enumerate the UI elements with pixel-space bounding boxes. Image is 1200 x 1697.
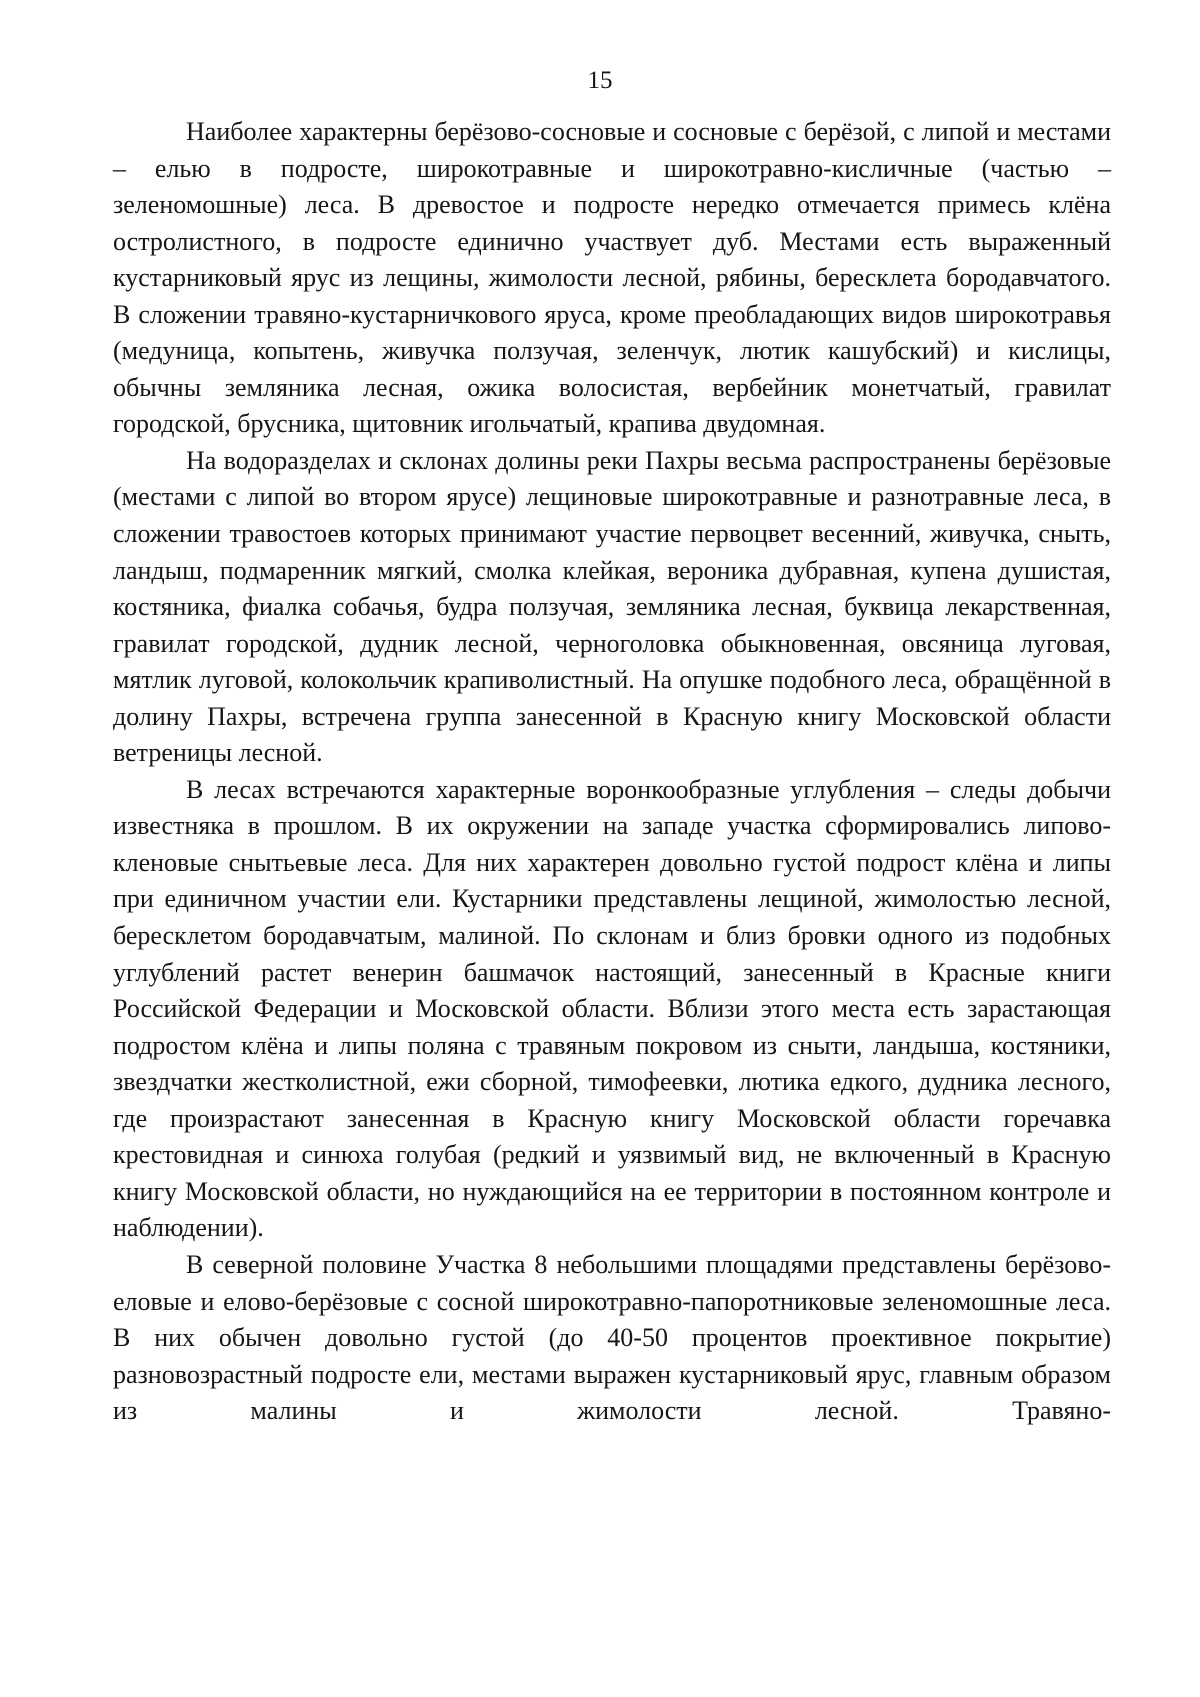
page-number: 15 bbox=[587, 67, 613, 94]
paragraph-2: На водоразделах и склонах долины реки Пахры весьма распространены берёзовые (местами с липой во втором ярусе) лещиновые широкотравные и разнотравные леса, в сложении травостоев которых принимают участие первоцвет весенний, живучка, сныть, ландыш, подмаренник мягкий, смолка клейкая, вероника дубравная, купена душистая, костяника, фиалка собачья, будра ползучая, земляника лесная, буквица лекарственная, гравилат городской, дудник лесной, черноголовка обыкновенная, овсяница луговая, мятлик луговой, колокольчик крапиволистный. На опушке подобного леса, обращённой в долину Пахры, встречена группа занесенной в Красную книгу Московской области ветреницы лесной. bbox=[113, 445, 1111, 768]
paragraph-3: В лесах встречаются характерные воронкообразные углубления – следы добычи известняка в прошлом. В их окружении на западе участка сформировались липово-кленовые снытьевые леса. Для них характерен довольно густой подрост клёна и липы при единичном участии ели. Кустарники представлены лещиной, жимолостью лесной, бересклетом бородавчатым, малиной. По склонам и близ бровки одного из подобных углублений растет венерин башмачок настоящий, занесенный в Красные книги Российской Федерации и Московской области. Вблизи этого места есть зарастающая подростом клёна и липы поляна с травяным покровом из сныти, ландыша, костяники, звездчатки жестколистной, ежи сборной, тимофеевки, лютика едкого, дудника лесного, где произрастают занесенная в Красную книгу Московской области горечавка крестовидная и синюха голубая (редкий и уязвимый вид, не включенный в Красную книгу Московской области, но нуждающийся на ее территории в постоянном контроле и наблюдении). bbox=[113, 774, 1111, 1243]
paragraph-4: В северной половине Участка 8 небольшими площадями представлены берёзово-еловые и елово-берёзовые с сосной широкотравно-папоротниковые зеленомошные леса. В них обычен довольно густой (до 40-50 процентов проективное покрытие) разновозрастный подросте ели, местами выражен кустарниковый ярус, главным образом из малины и жимолости лесной. Травяно- bbox=[113, 1249, 1111, 1426]
document-body bbox=[113, 114, 1111, 1430]
paragraph-1: Наиболее характерны берёзово-сосновые и сосновые с берёзой, с липой и местами – елью в подросте, широкотравные и широкотравно-кисличные (частью – зеленомошные) леса. В древостое и подросте нередко отмечается примесь клёна остролистного, в подросте единично участвует дуб. Местами есть выраженный кустарниковый ярус из лещины, жимолости лесной, рябины, бересклета бородавчатого. В сложении травяно-кустарничкового яруса, кроме преобладающих видов широкотравья (медуница, копытень, живучка ползучая, зеленчук, лютик кашубский) и кислицы, обычны земляника лесная, ожика волосистая, вербейник монетчатый, гравилат городской, брусника, щитовник игольчатый, крапива двудомная. bbox=[113, 117, 1111, 439]
